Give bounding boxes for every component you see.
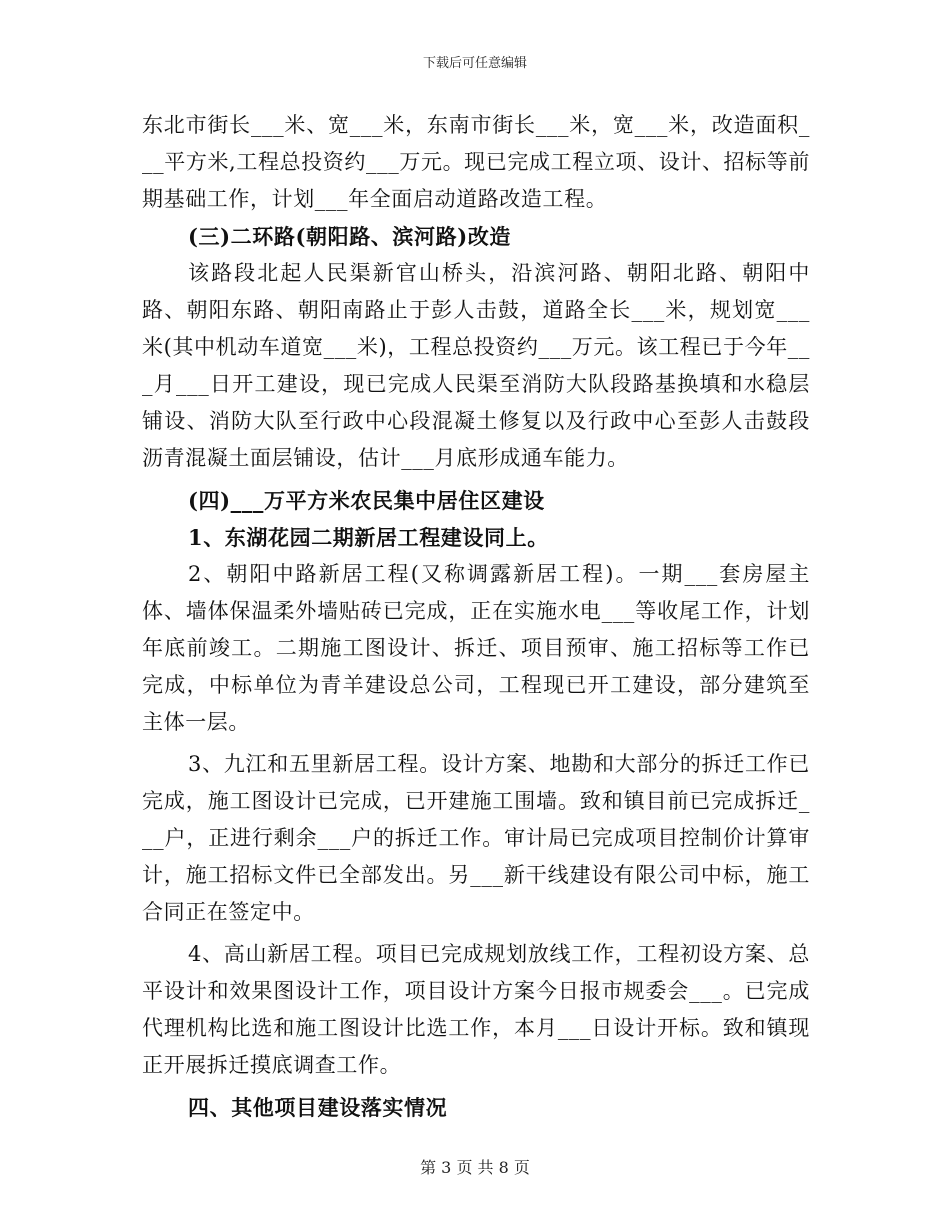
heading-farmer-housing: (四)___万平方米农民集中居住区建设 (188, 488, 545, 513)
paragraph-street-renovation: 东北市街长___米、宽___米，东南市街长___米，宽___米，改造面积___平方米,工程总投资约___万元。现已完成工程立项、设计、招标等前期基础工作，计划___年全面启动道路改造工程。 (142, 113, 810, 211)
paragraph-second-ring-road: 该路段北起人民渠新官山桥头，沿滨河路、朝阳北路、朝阳中路、朝阳东路、朝阳南路止于彭人击鼓，道路全长___米，规划宽___米(其中机动车道宽___米)，工程总投资约___万元。该工程已于今年___月___日开工建设，现已完成人民渠至消防大队段路基换填和水稳层铺设、消防大队至行政中心段混凝土修复以及行政中心至彭人击鼓段沥青混凝土面层铺设，估计___月底形成通车能力。 (142, 261, 810, 470)
page-number: 第 3 页 共 8 页 (420, 1158, 530, 1177)
item-donghu-garden: 1、东湖花园二期新居工程建设同上。 (188, 525, 549, 550)
item-chaoyang-housing: 2、朝阳中路新居工程(又称调露新居工程)。一期___套房屋主体、墙体保温柔外墙贴砖已完成，正在实施水电___等收尾工作，计划年底前竣工。二期施工图设计、拆迁、项目预审、施工招标等工作已完成，中标单位为青羊建设总公司，工程现已开工建设，部分建筑至主体一层。 (142, 562, 810, 734)
document-body (142, 107, 810, 1126)
item-gaoshan-housing: 4、高山新居工程。项目已完成规划放线工作，工程初设方案、总平设计和效果图设计工作，项目设计方案今日报市规委会___。已完成代理机构比选和施工图设计比选工作，本月___日设计开标。致和镇现正开展拆迁摸底调查工作。 (142, 942, 810, 1077)
heading-other-projects: 四、其他项目建设落实情况 (188, 1095, 448, 1120)
download-note: 下载后可任意编辑 (422, 56, 527, 71)
heading-second-ring-road: (三)二环路(朝阳路、滨河路)改造 (188, 224, 511, 249)
item-jiujiang-wuli-housing: 3、九江和五里新居工程。设计方案、地勘和大部分的拆迁工作已完成，施工图设计已完成，已开建施工围墙。致和镇目前已完成拆迁___户，正进行剩余___户的拆迁工作。审计局已完成项目控制价计算审计，施工招标文件已全部发出。另___新干线建设有限公司中标，施工合同正在签定中。 (142, 752, 810, 924)
